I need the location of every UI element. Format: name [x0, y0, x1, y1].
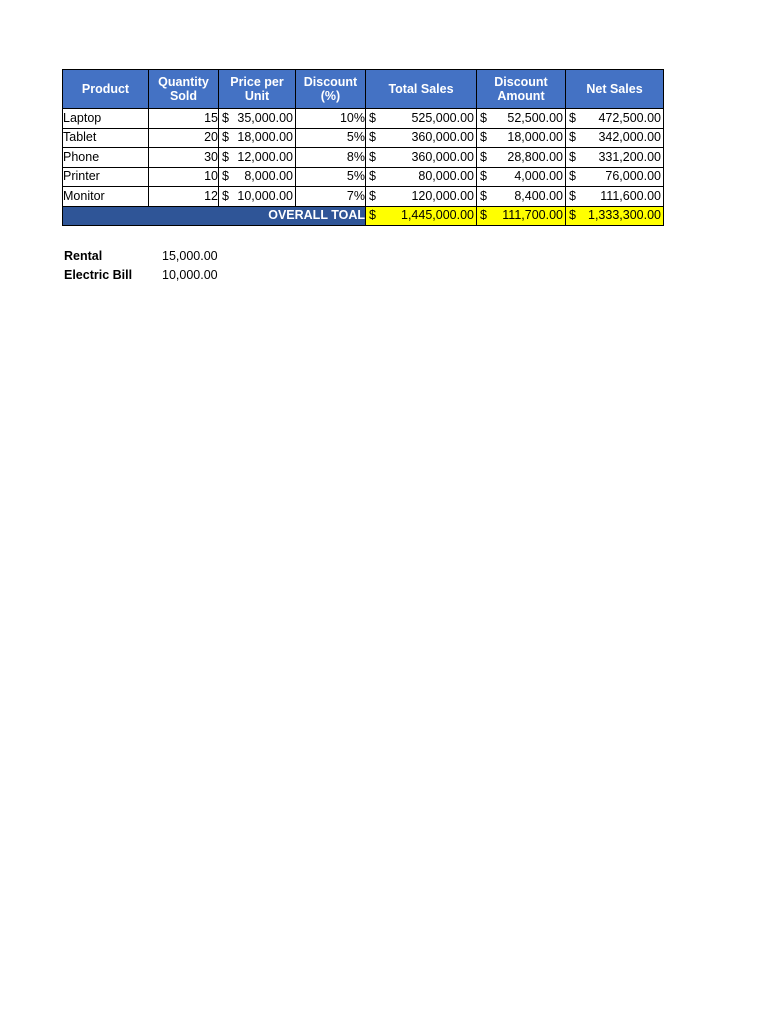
net-sales-value: 472,500.00 — [598, 110, 661, 125]
cell-total-sales[interactable] — [366, 128, 477, 148]
discount-amount-total-value: 111,700.00 — [502, 208, 563, 222]
total-sales-value: 360,000.00 — [411, 130, 474, 145]
price-value: 10,000.00 — [237, 188, 293, 203]
net-sales-value: 331,200.00 — [598, 149, 661, 164]
total-sales-value: 360,000.00 — [411, 149, 474, 164]
cell-net-sales[interactable] — [566, 167, 664, 187]
cell-price[interactable] — [219, 167, 296, 187]
price-value: 18,000.00 — [237, 130, 293, 145]
cell-discount-pct[interactable]: 8% — [296, 148, 366, 168]
cell-quantity[interactable]: 10 — [149, 167, 219, 187]
total-sales-total-value: 1,445,000.00 — [401, 208, 474, 222]
currency-symbol: $ — [222, 169, 229, 184]
cell-discount-pct[interactable]: 10% — [296, 109, 366, 129]
currency-symbol: $ — [480, 130, 487, 145]
price-value: 8,000.00 — [244, 169, 293, 184]
currency-symbol: $ — [369, 130, 376, 145]
cell-total-sales[interactable] — [366, 148, 477, 168]
expense-value[interactable]: 15,000.00 — [162, 249, 218, 263]
currency-symbol: $ — [222, 188, 229, 203]
table-row — [63, 187, 664, 207]
cell-discount-amount[interactable] — [477, 167, 566, 187]
cell-discount-pct[interactable]: 5% — [296, 167, 366, 187]
expense-row-electric-bill — [64, 266, 222, 285]
expense-label[interactable]: Electric Bill — [64, 268, 133, 282]
cell-net-sales[interactable] — [566, 128, 664, 148]
net-sales-value: 111,600.00 — [600, 188, 661, 203]
currency-symbol: $ — [569, 130, 576, 145]
currency-symbol: $ — [222, 110, 229, 125]
currency-symbol: $ — [569, 208, 576, 222]
cell-product[interactable]: Monitor — [63, 187, 149, 207]
cell-discount-amount[interactable] — [477, 128, 566, 148]
cell-discount-pct[interactable]: 5% — [296, 128, 366, 148]
currency-symbol: $ — [369, 169, 376, 184]
total-label-cell[interactable]: OVERALL TOAL — [63, 206, 366, 225]
discount-amount-value: 8,400.00 — [514, 188, 563, 203]
net-sales-total-value: 1,333,300.00 — [588, 208, 661, 222]
header-cell-product[interactable]: Product — [63, 70, 149, 109]
total-sales-total-cell[interactable] — [366, 206, 477, 225]
header-cell-total-sales[interactable]: Total Sales — [366, 70, 477, 109]
total-row — [63, 206, 664, 225]
cell-discount-pct[interactable]: 7% — [296, 187, 366, 207]
net-sales-total-cell[interactable] — [566, 206, 664, 225]
currency-symbol: $ — [569, 188, 576, 203]
cell-net-sales[interactable] — [566, 148, 664, 168]
cell-quantity[interactable]: 12 — [149, 187, 219, 207]
discount-amount-total-cell[interactable] — [477, 206, 566, 225]
price-value: 12,000.00 — [237, 149, 293, 164]
table-row — [63, 109, 664, 129]
currency-symbol: $ — [222, 149, 229, 164]
expense-label[interactable]: Rental — [64, 249, 103, 263]
cell-total-sales[interactable] — [366, 109, 477, 129]
cell-discount-amount[interactable] — [477, 187, 566, 207]
cell-price[interactable] — [219, 148, 296, 168]
total-sales-value: 80,000.00 — [418, 169, 474, 184]
cell-price[interactable] — [219, 109, 296, 129]
currency-symbol: $ — [369, 110, 376, 125]
discount-amount-value: 28,800.00 — [507, 149, 563, 164]
cell-discount-amount[interactable] — [477, 148, 566, 168]
header-cell-discount-pct[interactable]: Discount (%) — [296, 70, 366, 109]
cell-total-sales[interactable] — [366, 187, 477, 207]
net-sales-value: 342,000.00 — [598, 130, 661, 145]
currency-symbol: $ — [480, 110, 487, 125]
discount-amount-value: 18,000.00 — [507, 130, 563, 145]
total-sales-value: 525,000.00 — [411, 110, 474, 125]
cell-net-sales[interactable] — [566, 187, 664, 207]
cell-discount-amount[interactable] — [477, 109, 566, 129]
cell-quantity[interactable]: 30 — [149, 148, 219, 168]
cell-product[interactable]: Phone — [63, 148, 149, 168]
cell-quantity[interactable]: 20 — [149, 128, 219, 148]
cell-price[interactable] — [219, 187, 296, 207]
expenses-list — [64, 247, 222, 285]
currency-symbol: $ — [569, 169, 576, 184]
table-row — [63, 167, 664, 187]
cell-net-sales[interactable] — [566, 109, 664, 129]
header-row — [63, 70, 664, 109]
price-value: 35,000.00 — [237, 110, 293, 125]
header-cell-discount-amount[interactable]: Discount Amount — [477, 70, 566, 109]
total-sales-value: 120,000.00 — [411, 188, 474, 203]
currency-symbol: $ — [369, 208, 376, 222]
cell-price[interactable] — [219, 128, 296, 148]
discount-amount-value: 52,500.00 — [507, 110, 563, 125]
discount-amount-value: 4,000.00 — [514, 169, 563, 184]
expense-value[interactable]: 10,000.00 — [162, 268, 218, 282]
sales-table — [62, 69, 664, 226]
cell-product[interactable]: Tablet — [63, 128, 149, 148]
net-sales-value: 76,000.00 — [605, 169, 661, 184]
cell-total-sales[interactable] — [366, 167, 477, 187]
header-cell-price-per-unit[interactable]: Price per Unit — [219, 70, 296, 109]
currency-symbol: $ — [369, 149, 376, 164]
currency-symbol: $ — [480, 169, 487, 184]
expense-row-rental — [64, 247, 222, 266]
table-row — [63, 128, 664, 148]
currency-symbol: $ — [222, 130, 229, 145]
currency-symbol: $ — [480, 208, 487, 222]
cell-product[interactable]: Printer — [63, 167, 149, 187]
currency-symbol: $ — [569, 149, 576, 164]
header-cell-net-sales[interactable]: Net Sales — [566, 70, 664, 109]
cell-quantity[interactable]: 15 — [149, 109, 219, 129]
cell-product[interactable]: Laptop — [63, 109, 149, 129]
currency-symbol: $ — [569, 110, 576, 125]
table-row — [63, 148, 664, 168]
currency-symbol: $ — [369, 188, 376, 203]
header-cell-quantity-sold[interactable]: Quantity Sold — [149, 70, 219, 109]
currency-symbol: $ — [480, 149, 487, 164]
currency-symbol: $ — [480, 188, 487, 203]
